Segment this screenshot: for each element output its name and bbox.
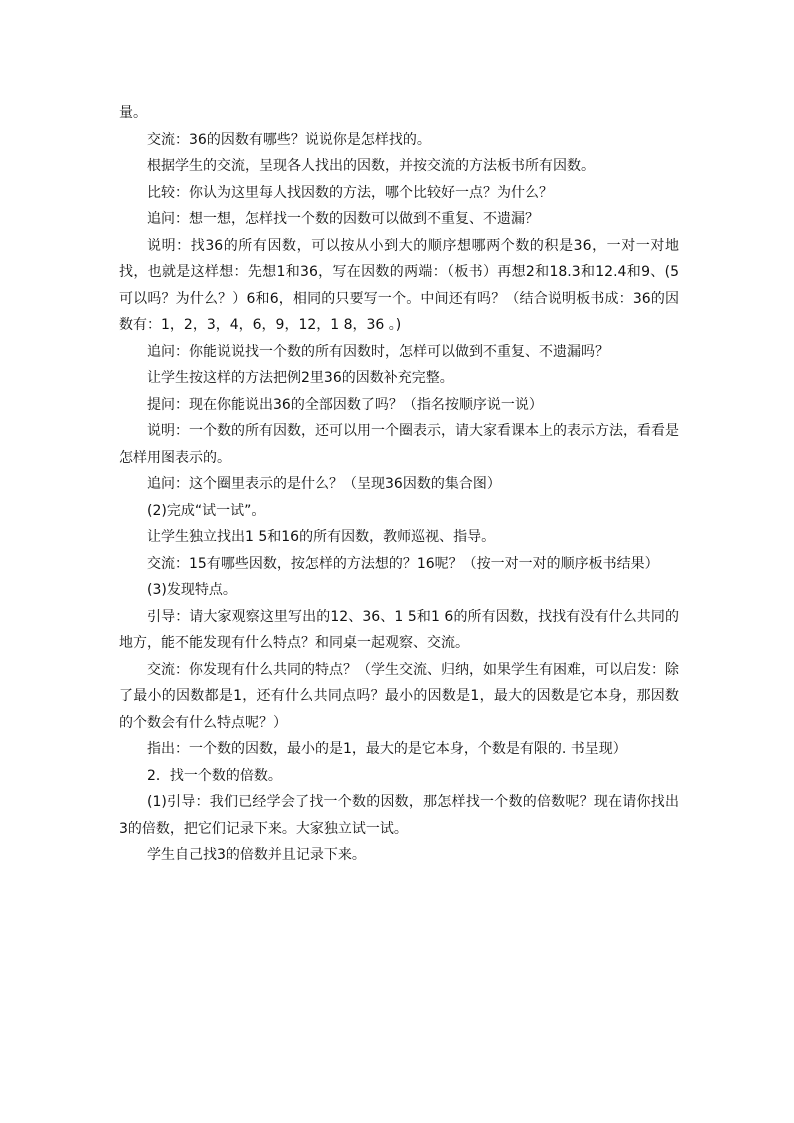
- paragraph: 交流：15有哪些因数，按怎样的方法想的？16呢？（按一对一对的顺序板书结果）: [147, 555, 659, 572]
- paragraph: 比较：你认为这里每人找因数的方法，哪个比较好一点？为什么？: [147, 184, 553, 201]
- paragraph: 让学生按这样的方法把例2里36的因数补充完整。: [147, 370, 454, 386]
- paragraph: 引导：请大家观察这里写出的12、36、1 5和1 6的所有因数，找找有没有什么共同的地方，能不能发现有什么特点？和同桌一起观察、交流。: [119, 608, 679, 651]
- paragraph: (3)发现特点。: [147, 582, 237, 598]
- paragraph: 2．找一个数的倍数。: [147, 767, 282, 784]
- paragraph: 指出：一个数的因数，最小的是1，最大的是它本身，个数是有限的. 书呈现）: [147, 741, 627, 757]
- paragraph: (1)引导：我们已经学会了找一个数的因数，那怎样找一个数的倍数呢？现在请你找出3的倍数，把它们记录下来。大家独立试一试。: [119, 794, 679, 837]
- paragraph: 根据学生的交流，呈现各人找出的因数，并按交流的方法板书所有因数。: [147, 158, 595, 174]
- paragraph: 追问：你能说说找一个数的所有因数时，怎样可以做到不重复、不遗漏吗？: [147, 343, 609, 360]
- paragraph: 提问：现在你能说出36的全部因数了吗？（指名按顺序说一说）: [147, 396, 543, 413]
- paragraph: 交流：你发现有什么共同的特点？（学生交流、归纳，如果学生有困难，可以启发：除了最小的因数都是1，还有什么共同点吗？最小的因数是1，最大的因数是它本身，那因数的个数会有什么特点呢？）: [119, 661, 679, 731]
- document-body: [119, 100, 679, 869]
- paragraph: 量。: [119, 105, 147, 121]
- paragraph: (2)完成“试一试”。: [147, 502, 266, 519]
- paragraph: 交流：36的因数有哪些？说说你是怎样找的。: [147, 131, 431, 148]
- paragraph: 追问：这个圈里表示的是什么？（呈现36因数的集合图）: [147, 476, 501, 492]
- paragraph: 让学生独立找出1 5和16的所有因数，教师巡视、指导。: [147, 529, 496, 545]
- paragraph: 说明：找36的所有因数，可以按从小到大的顺序想哪两个数的积是36，一对一对地找，也就是这样想：先想1和36，写在因数的两端：（板书）再想2和18.3和12.4和9、(5可以吗？为什么？）6和6，相同的只要写一个。中间还有吗？（结合说明板书成：36的因数有：1，2，3，4，6，9，12，1 8，36 。): [119, 237, 679, 333]
- paragraph: 追问：想一想，怎样找一个数的因数可以做到不重复、不遗漏？: [147, 211, 539, 227]
- paragraph: 学生自己找3的倍数并且记录下来。: [147, 847, 366, 863]
- paragraph: 说明：一个数的所有因数，还可以用一个圈表示，请大家看课本上的表示方法，看看是怎样用图表示的。: [119, 423, 679, 466]
